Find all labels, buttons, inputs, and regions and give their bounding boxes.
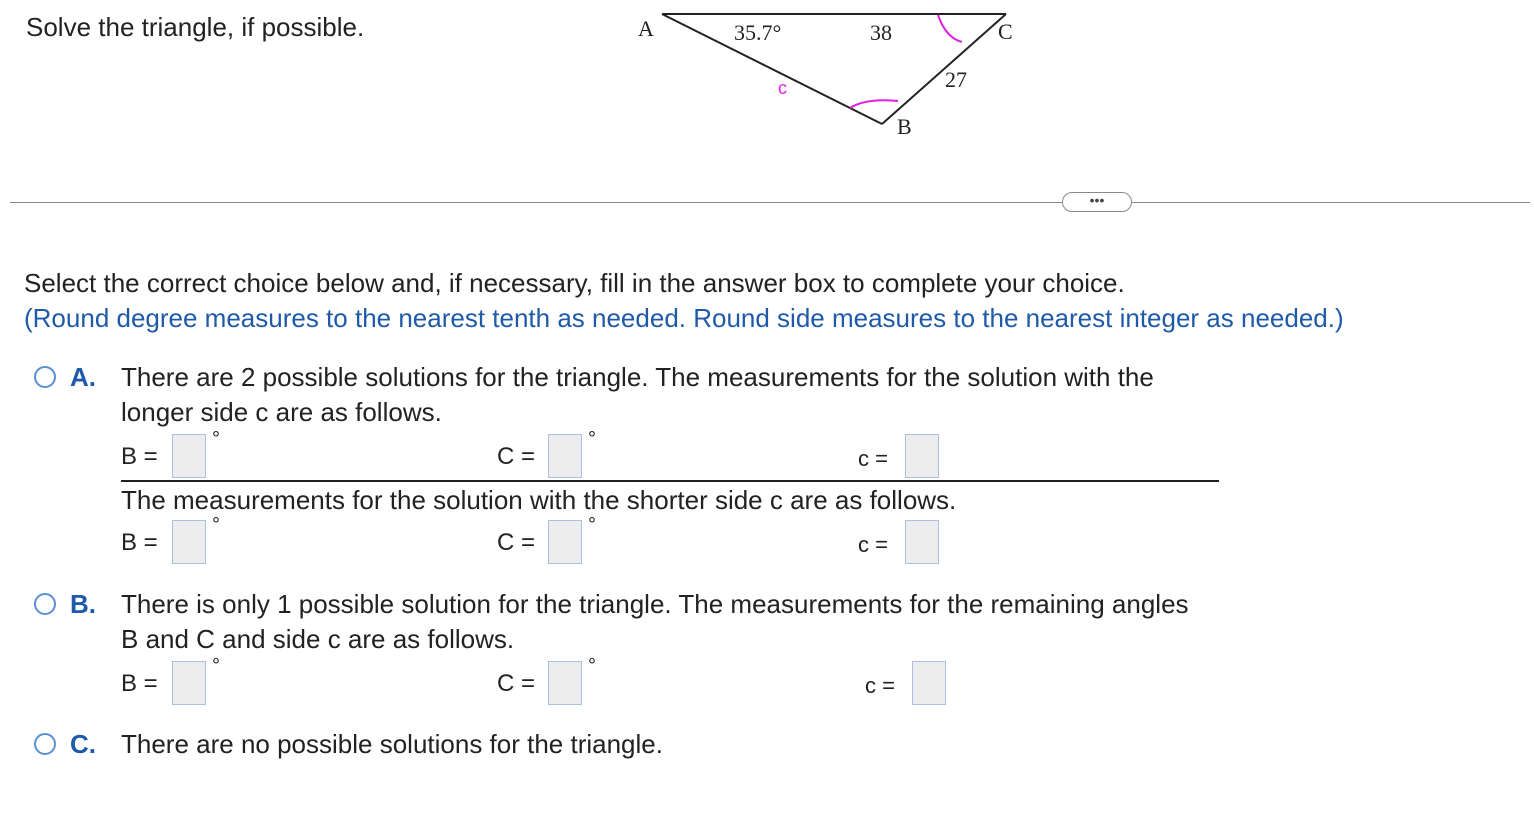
choice-c-text: There are no possible solutions for the triangle.	[121, 729, 663, 759]
angle-b-arc	[850, 100, 898, 108]
a2-angle-c-degree: °	[588, 514, 596, 536]
side-a-line	[882, 14, 1006, 124]
b-angle-c-input[interactable]	[548, 661, 582, 705]
a1-side-c-input[interactable]	[905, 434, 939, 478]
choice-b-radio[interactable]	[34, 593, 56, 615]
a2-angle-b-label: B =	[121, 529, 158, 556]
b-angle-b-label: B =	[121, 670, 158, 697]
b-angle-b-degree: °	[212, 655, 220, 677]
instructions-text: Select the correct choice below and, if necessary, fill in the answer box to complete your choice.	[24, 268, 1125, 298]
problem-prompt: Solve the triangle, if possible.	[26, 12, 365, 42]
side-c-label: c	[778, 78, 787, 98]
angle-c-arc	[938, 15, 962, 42]
b-angle-c-degree: °	[588, 655, 596, 677]
a1-angle-c-label: C =	[497, 443, 536, 470]
b-angle-b-input[interactable]	[172, 661, 206, 705]
b-side-c-label: c =	[865, 673, 895, 698]
choice-a-letter: A.	[70, 362, 96, 392]
choice-b-text: There is only 1 possible solution for the triangle. The measurements for the remaining angles B and C and side c are as follows.	[121, 589, 1189, 654]
a2-side-c-label: c =	[858, 532, 888, 557]
choice-c-letter: C.	[70, 729, 96, 759]
section-divider	[10, 202, 1530, 203]
a2-side-c-input[interactable]	[905, 520, 939, 564]
a2-angle-c-input[interactable]	[548, 520, 582, 564]
more-options-button[interactable]: •••	[1062, 192, 1132, 212]
triangle-figure	[620, 0, 1040, 145]
b-side-c-input[interactable]	[912, 661, 946, 705]
a1-angle-c-input[interactable]	[548, 434, 582, 478]
vertex-c-label: C	[998, 19, 1013, 44]
rounding-note: (Round degree measures to the nearest tenth as needed. Round side measures to the nearest integer as needed.)	[24, 303, 1344, 333]
a1-angle-b-label: B =	[121, 443, 158, 470]
choice-b-letter: B.	[70, 589, 96, 619]
choice-a-text: There are 2 possible solutions for the triangle. The measurements for the solution with the longer side c are as follows.	[121, 362, 1154, 427]
choice-a-second-text: The measurements for the solution with the shorter side c are as follows.	[121, 485, 957, 515]
a2-angle-b-input[interactable]	[172, 520, 206, 564]
a1-angle-b-degree: °	[212, 428, 220, 450]
a2-angle-c-label: C =	[497, 529, 536, 556]
a1-angle-c-degree: °	[588, 428, 596, 450]
choice-c-radio[interactable]	[34, 733, 56, 755]
choice-a-radio[interactable]	[34, 366, 56, 388]
choice-a-separator	[121, 480, 1219, 482]
side-a-value: 27	[945, 67, 967, 92]
side-b-value: 38	[870, 20, 892, 45]
a1-side-c-label: c =	[858, 446, 888, 471]
angle-a-value: 35.7°	[734, 20, 782, 45]
a2-angle-b-degree: °	[212, 514, 220, 536]
b-angle-c-label: C =	[497, 670, 536, 697]
vertex-b-label: B	[897, 114, 912, 139]
vertex-a-label: A	[638, 16, 654, 41]
a1-angle-b-input[interactable]	[172, 434, 206, 478]
